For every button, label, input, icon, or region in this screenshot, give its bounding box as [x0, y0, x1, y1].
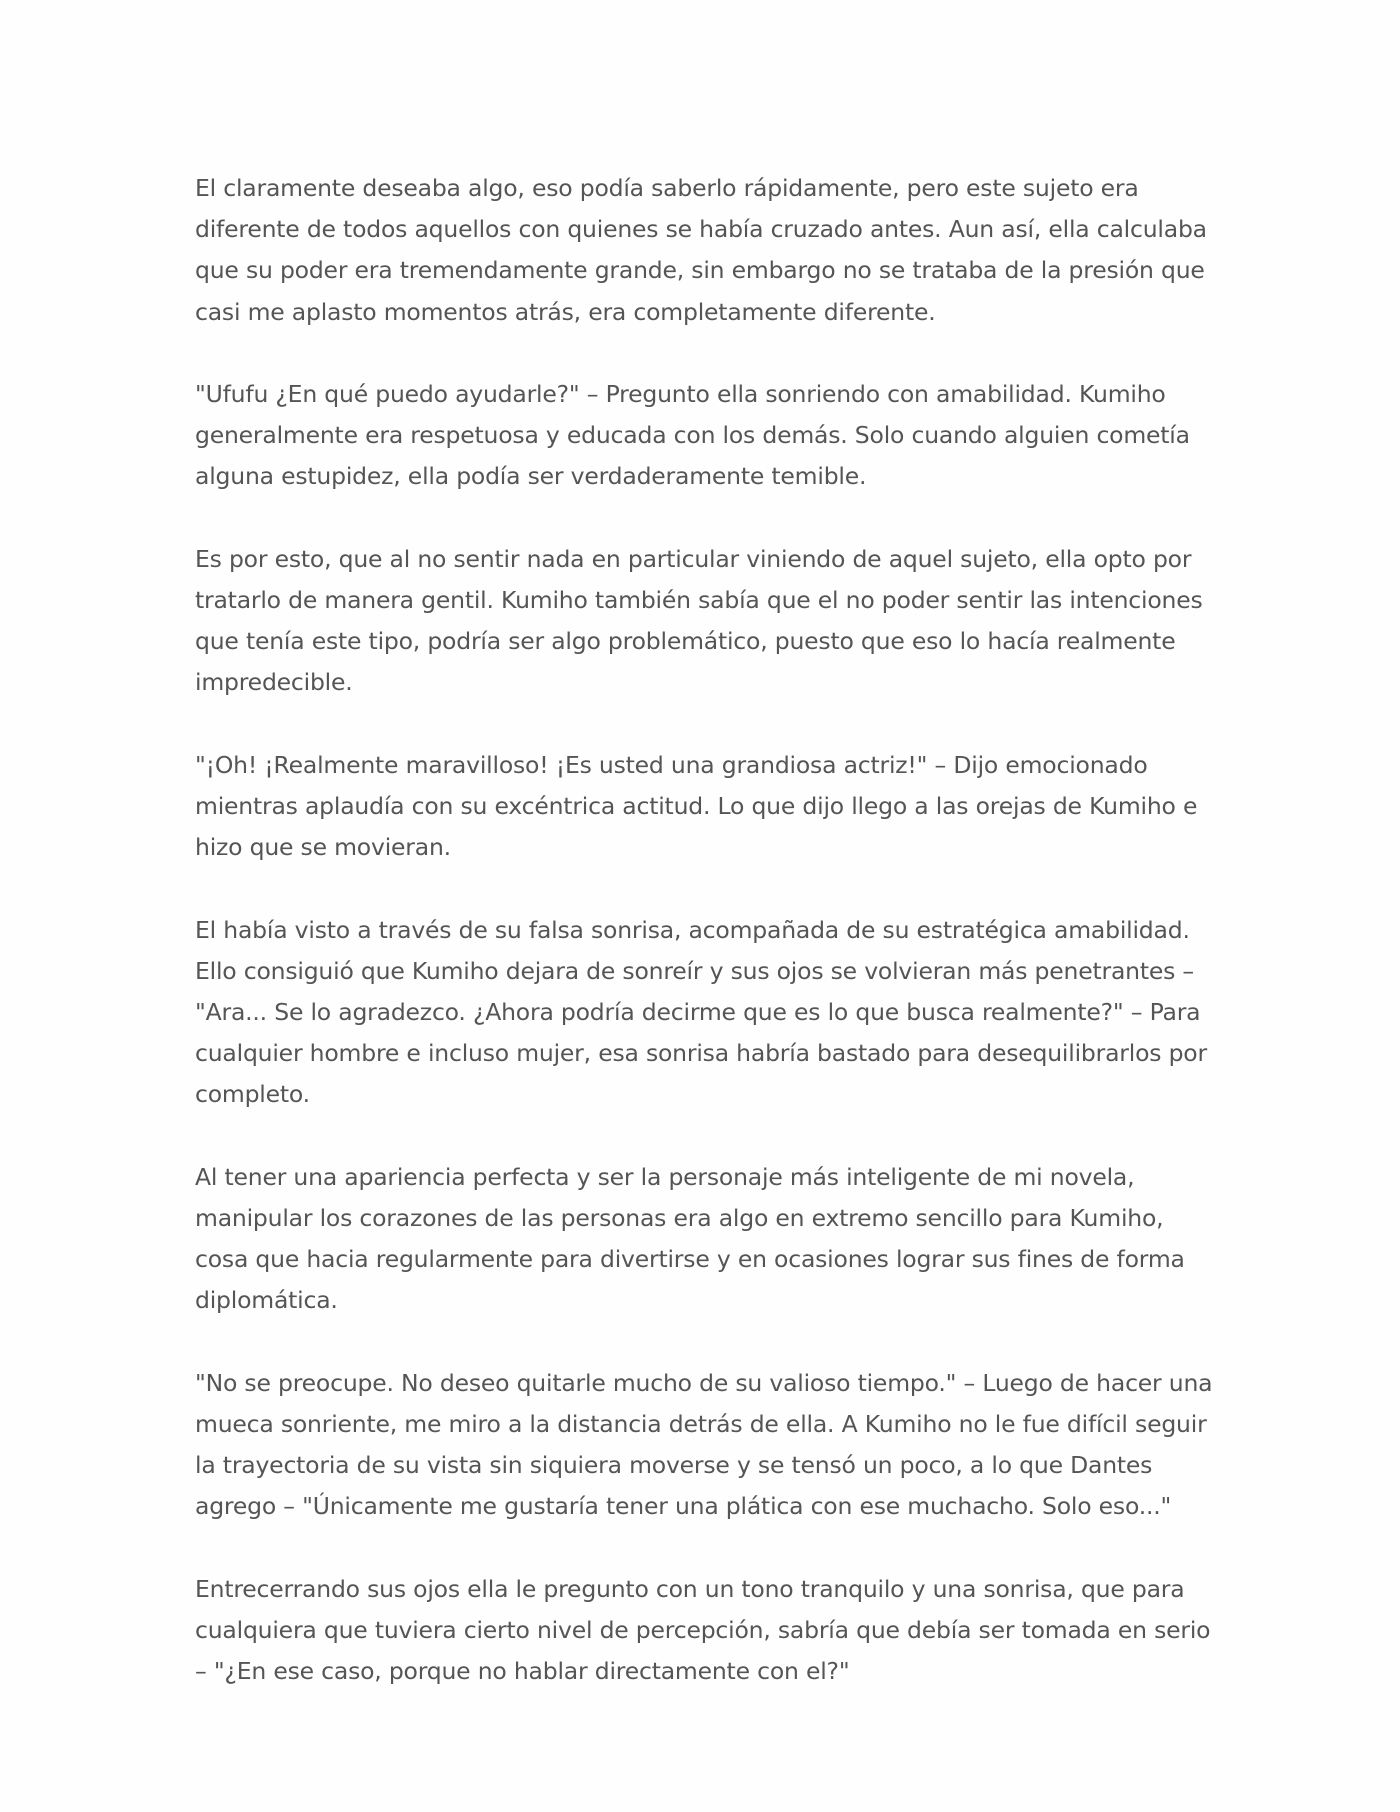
paragraph-3: Es por esto, que al no sentir nada en particular viniendo de aquel sujeto, ella opto por tratarlo de manera gentil. Kumiho también sabía que el no poder sentir las intenciones que tenía este tipo, podría ser algo problemático, puesto que eso lo hacía realmente impredecible. — [195, 544, 1203, 697]
paragraph-2: "Ufufu ¿En qué puedo ayudarle?" – Pregunto ella sonriendo con amabilidad. Kumiho generalmente era respetuosa y educada con los demás. Solo cuando alguien cometía alguna estupidez, ella podía ser verdaderamente temible. — [195, 380, 1190, 491]
paragraph-6: Al tener una apariencia perfecta y ser la personaje más inteligente de mi novela, manipular los corazones de las personas era algo en extremo sencillo para Kumiho, cosa que hacia regularmente para divertirse y en ocasiones lograr sus fines de forma diplomática. — [195, 1162, 1185, 1315]
paragraph-8: Entrecerrando sus ojos ella le pregunto con un tono tranquilo y una sonrisa, que para cualquiera que tuviera cierto nivel de percepción, sabría que debía ser tomada en serio – "¿En ese caso, porque no hablar directamente con el?" — [195, 1574, 1211, 1686]
paragraph-1: El claramente deseaba algo, eso podía saberlo rápidamente, pero este sujeto era diferente de todos aquellos con quienes se había cruzado antes. Aun así, ella calculaba que su poder era tremendamente grande, sin embargo no se trataba de la presión que casi me aplasto momentos atrás, era completamente diferente. — [195, 174, 1207, 326]
paragraph-5: El había visto a través de su falsa sonrisa, acompañada de su estratégica amabilidad. Ello consiguió que Kumiho dejara de sonreír y sus ojos se volvieran más penetrantes – "Ara... Se lo agradezco. ¿Ahora podría decirme que es lo que busca realmente?" – Para cualquier hombre e incluso mujer, esa sonrisa habría bastado para desequilibrarlos por completo. — [195, 915, 1207, 1109]
paragraph-4: "¡Oh! ¡Realmente maravilloso! ¡Es usted una grandiosa actriz!" – Dijo emocionado mientras aplaudía con su excéntrica actitud. Lo que dijo llego a las orejas de Kumiho e hizo que se movieran. — [195, 750, 1198, 862]
document-body — [195, 168, 1215, 1734]
paragraph-7: "No se preocupe. No deseo quitarle mucho de su valioso tiempo." – Luego de hacer una mueca sonriente, me miro a la distancia detrás de ella. A Kumiho no le fue difícil seguir la trayectoria de su vista sin siquiera moverse y se tensó un poco, a lo que Dantes agrego – "Únicamente me gustaría tener una plática con ese muchacho. Solo eso..." — [195, 1368, 1213, 1521]
